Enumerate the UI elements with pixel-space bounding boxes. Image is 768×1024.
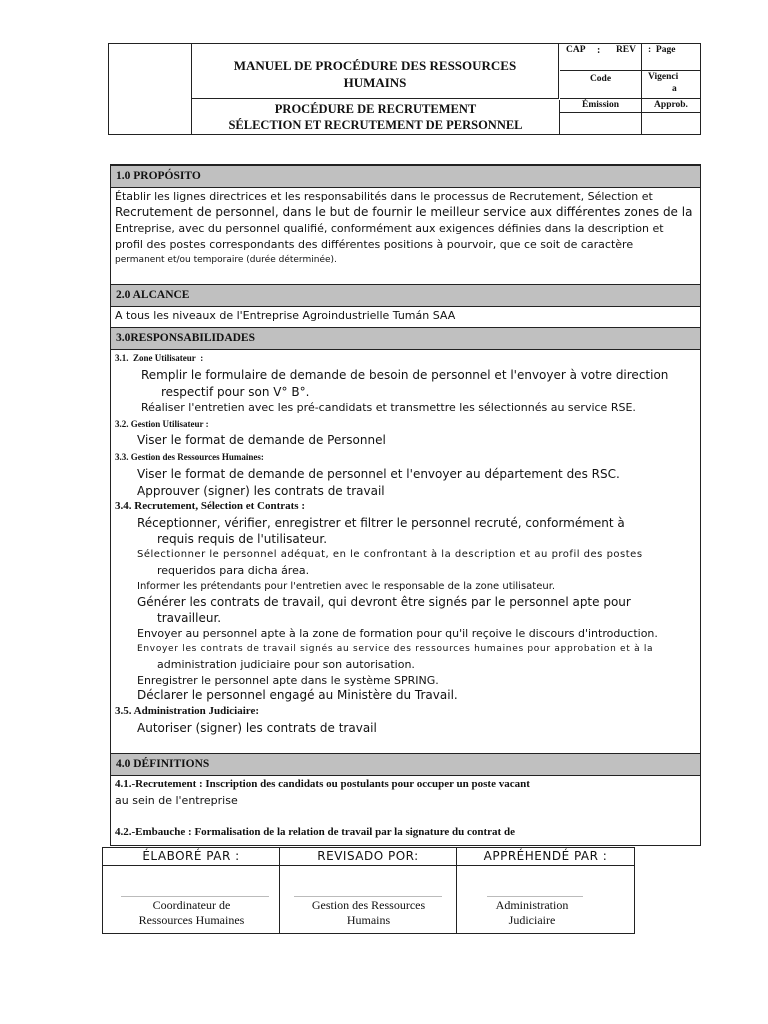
proposito-line-5: permanent et/ou temporaire (durée déterminée). <box>115 255 337 265</box>
procedure-content <box>110 164 701 846</box>
procedure-title-line2: SÉLECTION ET RECRUTEMENT DE PERSONNEL <box>228 118 523 132</box>
resp-3-4-item-1: Réceptionner, vérifier, enregistrer et filtrer le personnel recruté, conformément à <box>137 516 625 530</box>
resp-3-4-item-4-cont: travailleur. <box>157 611 222 625</box>
section-alcance-heading: 2.0 ALCANCE <box>111 284 700 307</box>
definition-4-1-text: au sein de l'entreprise <box>115 794 238 807</box>
resp-3-1-item-1-cont: respectif pour son V° B°. <box>161 385 310 399</box>
resp-3-4-item-3: Informer les prétendants pour l'entretien avec le responsable de la zone utilisateur. <box>137 581 556 592</box>
cap-colon: : <box>597 45 601 56</box>
section-definitions-heading: 4.0 DÉFINITIONS <box>111 753 700 776</box>
alcance-text: A tous les niveaux de l'Entreprise Agroindustrielle Tumán SAA <box>115 309 456 322</box>
resp-3-4-item-6-cont: administration judiciaire pour son autorisation. <box>157 658 415 671</box>
document-header <box>108 43 701 135</box>
section-proposito-heading: 1.0 PROPÓSITO <box>111 165 700 188</box>
emission-label: Émission <box>560 99 642 113</box>
logo-area <box>109 44 192 134</box>
page-label: : Page <box>642 44 700 71</box>
definition-4-1-heading: 4.1.-Recrutement : Inscription des candidats ou postulants pour occuper un poste vacant <box>115 778 530 790</box>
procedure-title-line1: PROCÉDURE DE RECRUTEMENT <box>274 102 477 116</box>
signature-col-revisado <box>280 848 457 933</box>
resp-3-5-heading: 3.5. Administration Judiciaire: <box>115 705 260 717</box>
resp-3-4-item-8: Déclarer le personnel engagé au Ministère du Travail. <box>137 688 458 702</box>
apprehende-role: Administration Judiciaire <box>495 898 569 927</box>
signature-line <box>294 896 442 897</box>
elabore-heading: ÉLABORÉ PAR : <box>103 848 279 866</box>
resp-3-1-heading: 3.1. Zone Utilisateur : <box>115 353 204 363</box>
manual-title-line2: HUMAINS <box>343 75 407 90</box>
section-responsabilidades-heading: 3.0RESPONSABILIDADES <box>111 327 700 350</box>
resp-3-3-item-2: Approuver (signer) les contrats de travail <box>137 484 385 498</box>
manual-title-line1: MANUEL DE PROCÉDURE DES RESSOURCES <box>233 58 517 73</box>
signature-col-elabore <box>103 848 280 933</box>
proposito-line-4: profil des postes correspondants des différentes positions à pourvoir, que ce soit de caractère <box>115 238 634 251</box>
signature-col-apprehende <box>457 848 634 933</box>
proposito-line-1: Établir les lignes directrices et les responsabilités dans le processus de Recrutement, Sélection et <box>115 190 653 203</box>
emission-value <box>560 113 642 134</box>
signature-line <box>121 896 269 897</box>
proposito-line-2: Recrutement de personnel, dans le but de fournir le meilleur service aux différentes zones de la <box>115 205 693 219</box>
resp-3-3-heading: 3.3. Gestion des Ressources Humaines: <box>115 452 264 462</box>
proposito-line-3: Entreprise, avec du personnel qualifié, conformément aux exigences définies dans la description et <box>115 222 664 235</box>
resp-3-2-item-1: Viser le format de demande de Personnel <box>137 433 386 447</box>
cap-label: CAP <box>560 44 602 71</box>
revisado-role: Gestion des Ressources Humains <box>311 898 426 927</box>
elabore-role: Coordinateur de Ressources Humaines <box>138 898 245 927</box>
resp-3-2-heading: 3.2. Gestion Utilisateur : <box>115 419 209 429</box>
resp-3-4-heading: 3.4. Recrutement, Sélection et Contrats : <box>115 500 305 512</box>
resp-3-4-item-4: Générer les contrats de travail, qui devront être signés par le personnel apte pour <box>137 595 631 609</box>
resp-3-4-item-2-cont: requeridos para dicha área. <box>157 564 310 577</box>
resp-3-4-item-6: Envoyer les contrats de travail signés au service des ressources humaines pour approbation et à la <box>137 644 654 654</box>
approb-label: Approb. <box>642 99 700 113</box>
signature-line <box>487 896 583 897</box>
resp-3-3-item-1: Viser le format de demande de personnel et l'envoyer au département des RSC. <box>137 467 620 481</box>
apprehende-heading: APPRÉHENDÉ PAR : <box>457 848 634 866</box>
procedure-title <box>192 100 560 134</box>
resp-3-4-item-2: Sélectionner le personnel adéquat, en le confrontant à la description et au profil des postes <box>137 549 643 560</box>
rev-label: REV <box>602 44 642 71</box>
revisado-heading: REVISADO POR: <box>280 848 456 866</box>
resp-3-1-item-2: Réaliser l'entretien avec les pré-candidats et transmettre les sélectionnés au service RSE. <box>141 401 636 414</box>
code-label: Code <box>560 71 642 99</box>
resp-3-1-item-1: Remplir le formulaire de demande de besoin de personnel et l'envoyer à votre direction <box>141 368 669 382</box>
signature-table <box>102 847 635 934</box>
resp-3-4-item-7: Enregistrer le personnel apte dans le système SPRING. <box>137 674 439 687</box>
definition-4-2-heading: 4.2.-Embauche : Formalisation de la relation de travail par la signature du contrat de <box>115 826 515 838</box>
resp-3-4-item-1-cont: requis requis de l'utilisateur. <box>157 532 328 546</box>
resp-3-5-item-1: Autoriser (signer) les contrats de travail <box>137 721 377 735</box>
resp-3-4-item-5: Envoyer au personnel apte à la zone de formation pour qu'il reçoive le discours d'introduction. <box>137 627 658 640</box>
vigencia-label: Vigenci a <box>642 71 700 99</box>
manual-title <box>192 44 559 99</box>
